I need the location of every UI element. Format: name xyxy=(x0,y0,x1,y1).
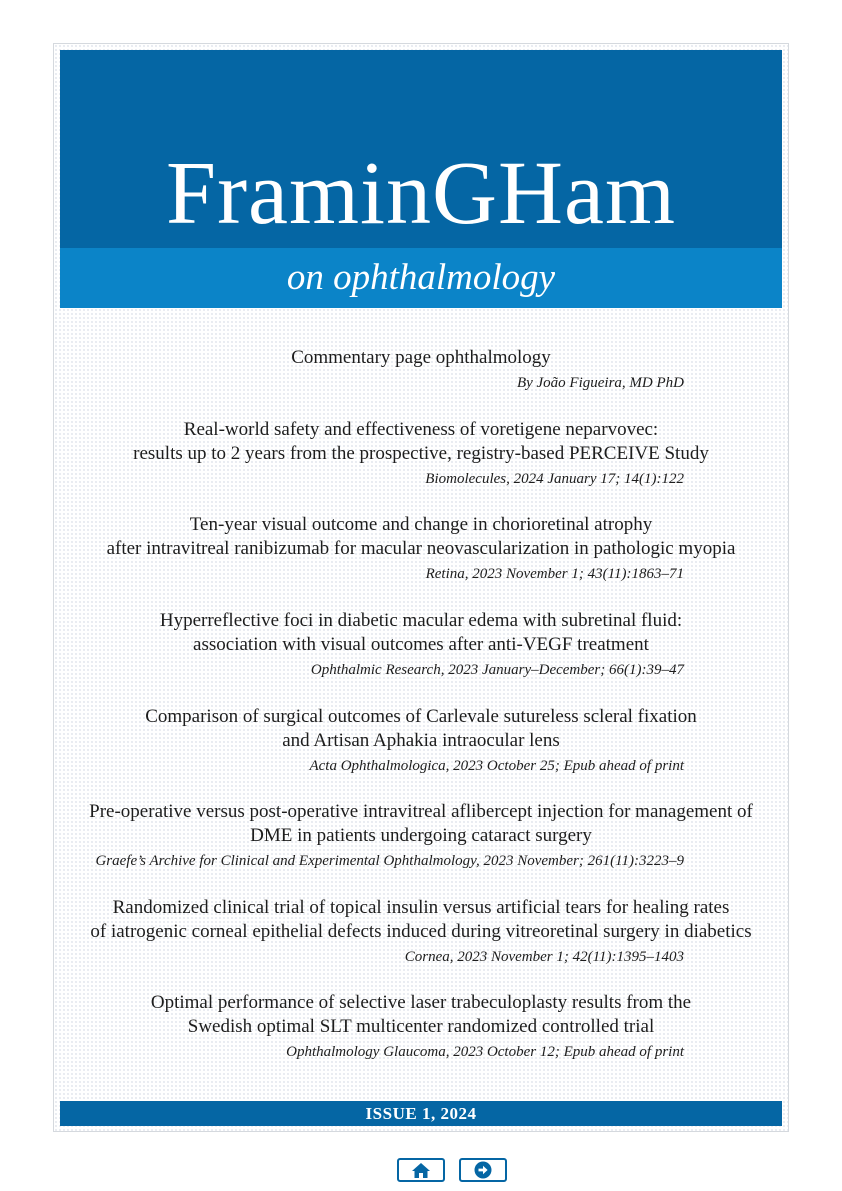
article-title-line: results up to 2 years from the prospective, registry-based PERCEIVE Study xyxy=(133,443,709,464)
article-title-line: Commentary page ophthalmology xyxy=(291,347,551,368)
article-title-line: Randomized clinical trial of topical insulin versus artificial tears for healing rates xyxy=(112,897,730,918)
issue-label: ISSUE 1, 2024 xyxy=(60,1101,782,1126)
arrow-right-circle-icon xyxy=(474,1161,492,1179)
article-item xyxy=(60,705,782,774)
article-item xyxy=(60,346,782,391)
article-citation: Ophthalmology Glaucoma, 2023 October 12; Epub ahead of print xyxy=(286,1044,684,1060)
article-citation: Ophthalmic Research, 2023 January–December; 66(1):39–47 xyxy=(310,662,684,678)
article-title-line: Ten-year visual outcome and change in chorioretinal atrophy xyxy=(189,514,653,535)
article-title-line: Real-world safety and effectiveness of voretigene neparvovec: xyxy=(183,419,659,440)
article-item xyxy=(60,991,782,1060)
home-icon xyxy=(411,1162,431,1179)
article-citation: Retina, 2023 November 1; 43(11):1863–71 xyxy=(425,566,684,582)
article-item xyxy=(60,609,782,678)
article-item xyxy=(60,896,782,965)
article-title-line: Swedish optimal SLT multicenter randomized controlled trial xyxy=(187,1016,655,1037)
article-title-line: association with visual outcomes after anti-VEGF treatment xyxy=(193,634,649,655)
article-item xyxy=(60,800,782,869)
article-title xyxy=(60,418,782,466)
article-title xyxy=(60,346,782,370)
article-citation: Biomolecules, 2024 January 17; 14(1):122 xyxy=(425,471,684,487)
article-title-line: Pre-operative versus post-operative intravitreal aflibercept injection for management of xyxy=(89,801,753,822)
article-citation: Graefe’s Archive for Clinical and Experimental Ophthalmology, 2023 November; 261(11):3223–9 xyxy=(95,853,684,869)
article-title xyxy=(60,896,782,944)
article-title-line: of iatrogenic corneal epithelial defects induced during vitreoretinal surgery in diabetics xyxy=(90,921,752,942)
article-title-line: and Artisan Aphakia intraocular lens xyxy=(282,730,560,751)
article-item xyxy=(60,513,782,582)
next-page-button[interactable] xyxy=(459,1158,507,1182)
article-title-line: Hyperreflective foci in diabetic macular edema with subretinal fluid: xyxy=(159,610,683,631)
masthead xyxy=(60,50,782,248)
article-title xyxy=(60,800,782,848)
article-title xyxy=(60,609,782,657)
article-citation: Acta Ophthalmologica, 2023 October 25; Epub ahead of print xyxy=(309,758,684,774)
article-title-line: after intravitreal ranibizumab for macular neovascularization in pathologic myopia xyxy=(106,538,736,559)
article-author: By João Figueira, MD PhD xyxy=(516,375,684,391)
journal-subtitle: on ophthalmology xyxy=(286,257,556,298)
home-button[interactable] xyxy=(397,1158,445,1182)
article-item xyxy=(60,418,782,487)
article-title xyxy=(60,705,782,753)
article-title xyxy=(60,513,782,561)
article-citation: Cornea, 2023 November 1; 42(11):1395–1403 xyxy=(404,949,684,965)
article-title-line: Optimal performance of selective laser trabeculoplasty results from the xyxy=(150,992,692,1013)
subtitle-band xyxy=(60,248,782,308)
article-title-line: Comparison of surgical outcomes of Carlevale sutureless scleral fixation xyxy=(145,706,697,727)
article-title xyxy=(60,991,782,1039)
article-title-line: DME in patients undergoing cataract surgery xyxy=(250,825,592,846)
journal-title: FraminGHam xyxy=(166,144,676,243)
